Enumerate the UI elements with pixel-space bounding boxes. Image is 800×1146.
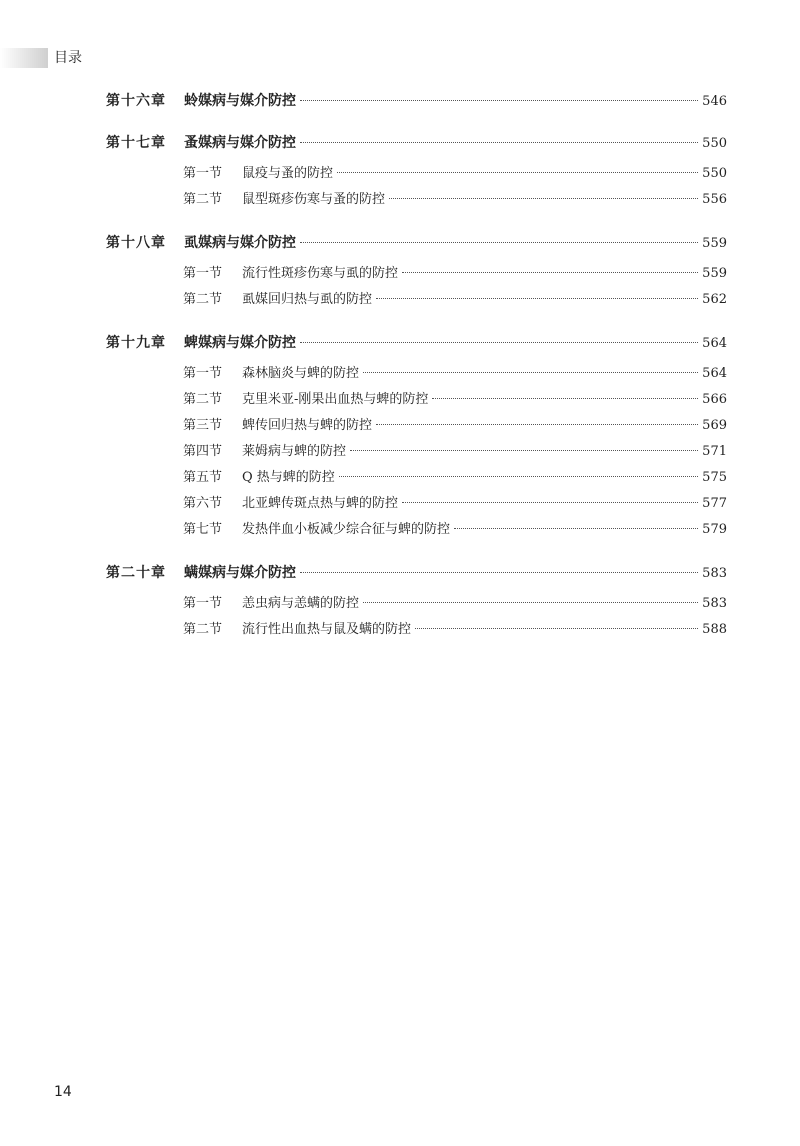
- page-ref: 559: [702, 236, 727, 251]
- toc-chapter-18[interactable]: [106, 232, 727, 256]
- toc-section[interactable]: [183, 440, 727, 466]
- dot-leader: [454, 528, 698, 529]
- section-title: Q 热与蜱的防控: [242, 470, 335, 485]
- toc-section[interactable]: [183, 466, 727, 492]
- dot-leader: [339, 476, 698, 477]
- section-title: 鼠型斑疹伤寒与蚤的防控: [242, 192, 386, 207]
- toc-section[interactable]: [183, 518, 727, 544]
- section-number: 第二节: [183, 392, 223, 407]
- page-ref: 564: [702, 366, 727, 381]
- section-number: 第六节: [183, 496, 223, 511]
- page-ref: 569: [702, 418, 727, 433]
- toc-chapter-19[interactable]: [106, 332, 727, 356]
- section-number: 第一节: [183, 596, 223, 611]
- toc-section[interactable]: [183, 592, 727, 618]
- chapter-title: 蜱媒病与媒介防控: [184, 335, 296, 351]
- chapter-title: 蛉媒病与媒介防控: [184, 93, 296, 109]
- dot-leader: [402, 502, 698, 503]
- toc-chapter-16[interactable]: [106, 90, 727, 114]
- section-title: 流行性斑疹伤寒与虱的防控: [242, 266, 399, 281]
- section-title: 流行性出血热与鼠及螨的防控: [242, 622, 412, 637]
- dot-leader: [415, 628, 698, 629]
- page-ref: 556: [702, 192, 727, 207]
- chapter-number: 第十七章: [106, 135, 166, 151]
- table-of-contents: [106, 90, 727, 644]
- dot-leader: [376, 298, 698, 299]
- section-number: 第一节: [183, 366, 223, 381]
- section-title: 莱姆病与蜱的防控: [242, 444, 347, 459]
- chapter-number: 第十六章: [106, 93, 166, 109]
- page-header-title: 目录: [54, 50, 82, 66]
- page-ref: 575: [702, 470, 727, 485]
- page-ref: 559: [702, 266, 727, 281]
- page-ref: 564: [702, 336, 727, 351]
- toc-section[interactable]: [183, 388, 727, 414]
- dot-leader: [432, 398, 698, 399]
- page-ref: 583: [702, 566, 727, 581]
- dot-leader: [402, 272, 698, 273]
- section-title: 森林脑炎与蜱的防控: [242, 366, 360, 381]
- dot-leader: [300, 572, 698, 573]
- section-number: 第五节: [183, 470, 223, 485]
- dot-leader: [300, 242, 698, 243]
- dot-leader: [363, 372, 698, 373]
- toc-section[interactable]: [183, 162, 727, 188]
- page-ref: 583: [702, 596, 727, 611]
- toc-section[interactable]: [183, 618, 727, 644]
- section-number: 第二节: [183, 292, 223, 307]
- page-ref: 562: [702, 292, 727, 307]
- section-title: 克里米亚-刚果出血热与蜱的防控: [242, 392, 429, 407]
- section-number: 第一节: [183, 266, 223, 281]
- dot-leader: [389, 198, 698, 199]
- page-ref: 577: [702, 496, 727, 511]
- section-title: 发热伴血小板减少综合征与蜱的防控: [242, 522, 451, 537]
- chapter-title: 虱媒病与媒介防控: [184, 235, 296, 251]
- page-ref: 566: [702, 392, 727, 407]
- section-title: 虱媒回归热与虱的防控: [242, 292, 373, 307]
- page-ref: 571: [702, 444, 727, 459]
- dot-leader: [300, 142, 698, 143]
- chapter-number: 第二十章: [106, 565, 166, 581]
- page-ref: 588: [702, 622, 727, 637]
- toc-section[interactable]: [183, 262, 727, 288]
- chapter-number: 第十八章: [106, 235, 166, 251]
- dot-leader: [300, 342, 698, 343]
- page-ref: 550: [702, 136, 727, 151]
- dot-leader: [300, 100, 698, 101]
- chapter-title: 蚤媒病与媒介防控: [184, 135, 296, 151]
- dot-leader: [337, 172, 698, 173]
- section-title: 蜱传回归热与蜱的防控: [242, 418, 373, 433]
- section-title: 鼠疫与蚤的防控: [242, 166, 334, 181]
- toc-section[interactable]: [183, 288, 727, 314]
- page-ref: 546: [702, 94, 727, 109]
- toc-section[interactable]: [183, 362, 727, 388]
- toc-section[interactable]: [183, 414, 727, 440]
- chapter-number: 第十九章: [106, 335, 166, 351]
- section-title: 北亚蜱传斑点热与蜱的防控: [242, 496, 399, 511]
- header-accent-bar: [0, 48, 48, 68]
- dot-leader: [350, 450, 698, 451]
- page-number: 14: [54, 1084, 72, 1100]
- section-number: 第二节: [183, 622, 223, 637]
- toc-section[interactable]: [183, 188, 727, 214]
- section-number: 第一节: [183, 166, 223, 181]
- page-ref: 550: [702, 166, 727, 181]
- section-number: 第七节: [183, 522, 223, 537]
- toc-section[interactable]: [183, 492, 727, 518]
- toc-chapter-17[interactable]: [106, 132, 727, 156]
- section-number: 第三节: [183, 418, 223, 433]
- toc-chapter-20[interactable]: [106, 562, 727, 586]
- section-number: 第二节: [183, 192, 223, 207]
- section-title: 恙虫病与恙螨的防控: [242, 596, 360, 611]
- chapter-title: 螨媒病与媒介防控: [184, 565, 296, 581]
- dot-leader: [376, 424, 698, 425]
- section-number: 第四节: [183, 444, 223, 459]
- dot-leader: [363, 602, 698, 603]
- page-ref: 579: [702, 522, 727, 537]
